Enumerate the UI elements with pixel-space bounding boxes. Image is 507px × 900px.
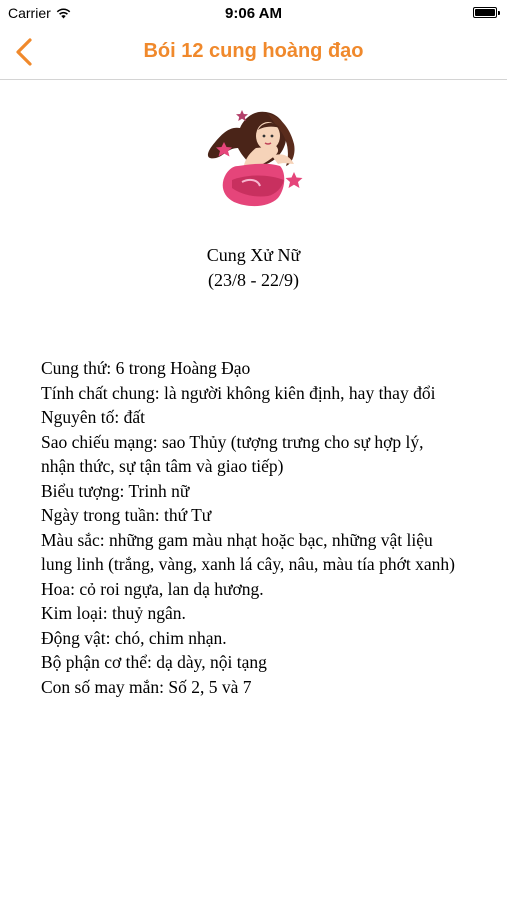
detail-line: Động vật: chó, chim nhạn. [41, 627, 227, 648]
detail-line: Con số may mắn: Số 2, 5 và 7 [41, 676, 252, 697]
virgo-illustration [198, 108, 310, 218]
sign-name: Cung Xử Nữ [206, 245, 301, 265]
page-title: Bói 12 cung hoàng đạo [143, 40, 364, 62]
chevron-left-icon [10, 36, 40, 68]
back-button[interactable] [10, 36, 40, 68]
status-bar [0, 0, 507, 26]
detail-line: Bộ phận cơ thể: dạ dày, nội tạng [41, 652, 267, 672]
detail-line: Sao chiếu mạng: sao Thủy (tượng trưng cho sự hợp lý, nhận thức, sự tận tâm và giao tiếp) [41, 431, 424, 476]
detail-line: Màu sắc: những gam màu nhạt hoặc bạc, những vật liệu lung linh (trắng, vàng, xanh lá cây, nâu, màu tía phớt xanh) [41, 529, 455, 574]
detail-line: Biểu tượng: Trinh nữ [41, 480, 190, 501]
detail-line: Nguyên tố: đất [41, 407, 146, 427]
status-time: 9:06 AM [225, 5, 282, 22]
battery-icon [473, 7, 497, 18]
carrier-label: Carrier [8, 5, 51, 21]
detail-line: Tính chất chung: là người không kiên định, hay thay đổi [41, 382, 436, 403]
detail-line: Cung thứ: 6 trong Hoàng Đạo [41, 358, 251, 378]
navigation-bar [0, 26, 507, 80]
detail-line: Kim loại: thuỷ ngân. [41, 603, 186, 623]
detail-line: Hoa: cỏ roi ngựa, lan dạ hương. [41, 578, 264, 599]
sign-details [41, 356, 461, 739]
sign-dates: (23/8 - 22/9) [208, 270, 299, 290]
detail-line: Ngày trong tuần: thứ Tư [41, 505, 212, 525]
